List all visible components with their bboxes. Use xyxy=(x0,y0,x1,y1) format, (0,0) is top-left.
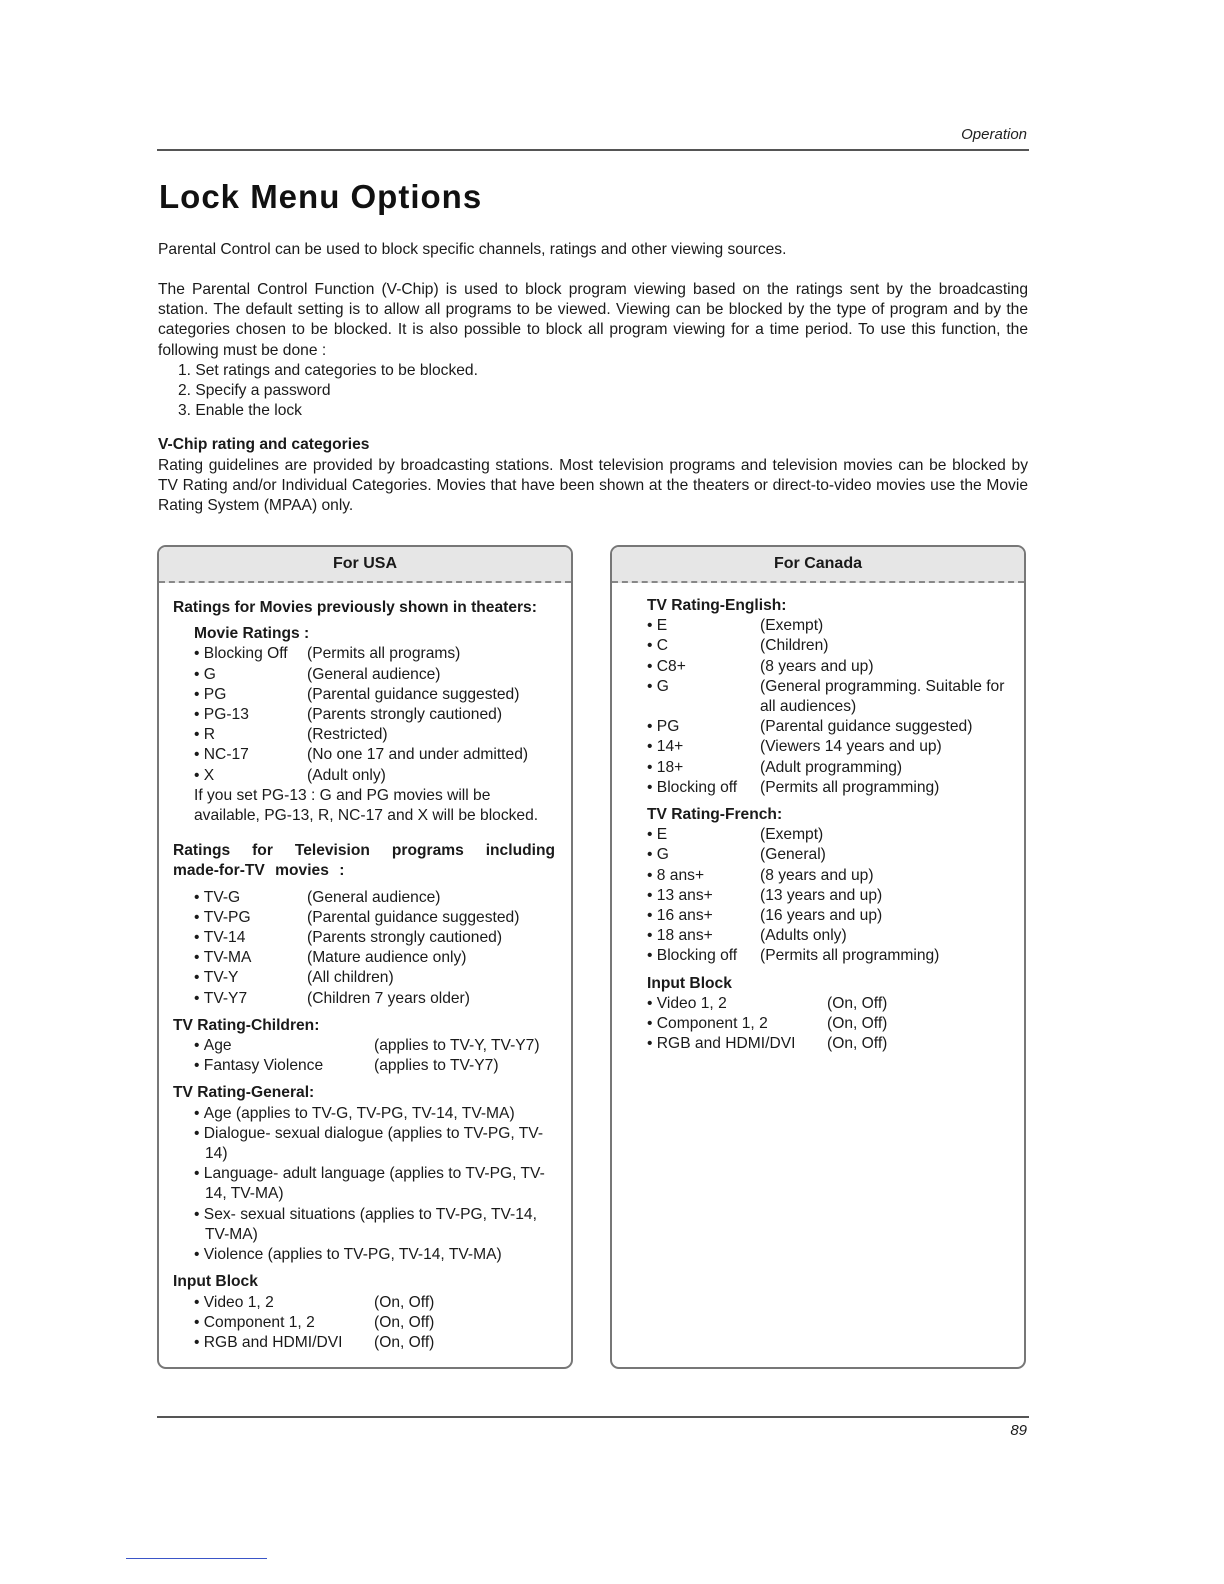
french-heading: TV Rating-French: xyxy=(647,806,783,824)
vchip-guidelines: Rating guidelines are provided by broadcasting stations. Most television programs and television movies can be blocked by TV Rating and/or Individual Categories. Movies that have been shown at the theaters or direct-to-video movies use the Movie Rating System (MPAA) only. xyxy=(158,457,1028,515)
header-rule xyxy=(157,149,1029,151)
french-rating-item-description: (Permits all programming) xyxy=(760,947,940,965)
tv-rating-item-label: • TV-Y7 xyxy=(194,989,307,1009)
french-rating-item xyxy=(647,866,1010,886)
english-rating-item-label: • Blocking off xyxy=(647,778,760,798)
tv-rating-item-label: • TV-14 xyxy=(194,928,307,948)
movie-rating-item-description: (No one 17 and under admitted) xyxy=(307,746,529,764)
step-item: 2. Specify a password xyxy=(178,382,331,400)
english-rating-item xyxy=(647,677,1010,717)
input-item-label: • Component 1, 2 xyxy=(194,1313,374,1333)
general-item: • Sex- sexual situations (applies to TV-PG, TV-14, TV-MA) xyxy=(194,1205,555,1245)
tv-rating-item-description: (Mature audience only) xyxy=(307,949,467,967)
usa-input-heading: Input Block xyxy=(173,1273,258,1291)
input-item xyxy=(194,1293,571,1313)
french-rating-item-label: • 13 ans+ xyxy=(647,886,760,906)
english-rating-item-description: (Permits all programming) xyxy=(760,778,940,796)
tv-heading: Ratings for Television programs including made-for-TV movies : xyxy=(173,842,555,880)
french-rating-item xyxy=(647,906,1010,926)
english-rating-item xyxy=(647,616,1010,636)
input-item xyxy=(647,994,1010,1014)
general-item: • Age (applies to TV-G, TV-PG, TV-14, TV-MA) xyxy=(194,1104,555,1124)
movie-rating-item xyxy=(194,766,571,786)
children-item-label: • Age xyxy=(194,1036,374,1056)
movie-rating-item-description: (Permits all programs) xyxy=(307,645,461,663)
french-rating-item-description: (General) xyxy=(760,846,826,864)
usa-ratings-box xyxy=(157,545,573,1369)
english-rating-item xyxy=(647,636,1010,656)
english-list xyxy=(612,616,1024,798)
english-rating-item xyxy=(647,657,1010,677)
movie-rating-item-label: • PG xyxy=(194,685,307,705)
general-heading: TV Rating-General: xyxy=(173,1084,315,1102)
english-rating-item xyxy=(647,758,1010,778)
french-rating-item-label: • E xyxy=(647,825,760,845)
movie-ratings-section xyxy=(159,624,571,826)
section-label: Operation xyxy=(961,126,1027,143)
footer-rule xyxy=(157,1416,1029,1418)
french-rating-item xyxy=(647,845,1010,865)
french-rating-item-label: • 16 ans+ xyxy=(647,906,760,926)
tv-rating-item-description: (General audience) xyxy=(307,888,441,906)
tv-rating-item xyxy=(194,888,571,908)
general-item: • Dialogue- sexual dialogue (applies to TV-PG, TV-14) xyxy=(194,1124,555,1164)
english-rating-item-description: (Viewers 14 years and up) xyxy=(760,738,942,756)
children-item-description: (applies to TV-Y, TV-Y7) xyxy=(374,1037,540,1055)
french-rating-item xyxy=(647,886,1010,906)
french-rating-item-label: • 8 ans+ xyxy=(647,866,760,886)
vchip-paragraph xyxy=(158,280,1028,421)
tv-rating-item-label: • TV-G xyxy=(194,888,307,908)
movie-rating-item xyxy=(194,665,571,685)
french-rating-item xyxy=(647,825,1010,845)
english-rating-item-description: (General programming. Suitable for all audiences) xyxy=(760,677,1005,716)
movie-rating-item-description: (Parental guidance suggested) xyxy=(307,685,520,703)
english-rating-item-description: (Children) xyxy=(760,637,829,655)
canada-box-body xyxy=(612,596,1024,1054)
canada-ratings-box xyxy=(610,545,1026,1369)
english-rating-item-description: (8 years and up) xyxy=(760,657,874,675)
input-item xyxy=(194,1313,571,1333)
canada-input-heading: Input Block xyxy=(647,974,732,992)
movie-ratings-list xyxy=(194,644,571,785)
input-item-description: (On, Off) xyxy=(827,1035,888,1053)
intro-paragraph: Parental Control can be used to block specific channels, ratings and other viewing sources. xyxy=(158,241,787,258)
input-item xyxy=(647,1014,1010,1034)
english-rating-item-label: • G xyxy=(647,677,760,717)
tv-rating-item-label: • TV-PG xyxy=(194,908,307,928)
step-item: 3. Enable the lock xyxy=(178,402,302,420)
french-rating-item-description: (16 years and up) xyxy=(760,907,883,925)
movie-rating-item-description: (General audience) xyxy=(307,665,441,683)
tv-rating-item xyxy=(194,968,571,988)
general-item: • Language- adult language (applies to TV-PG, TV-14, TV-MA) xyxy=(194,1164,555,1204)
french-list xyxy=(612,825,1024,966)
general-item: • Violence (applies to TV-PG, TV-14, TV-MA) xyxy=(194,1245,555,1265)
movie-rating-item-description: (Restricted) xyxy=(307,726,388,744)
movie-rating-item-label: • NC-17 xyxy=(194,745,307,765)
children-item-description: (applies to TV-Y7) xyxy=(374,1057,499,1075)
english-rating-item xyxy=(647,737,1010,757)
movie-rating-item xyxy=(194,745,571,765)
english-rating-item-description: (Parental guidance suggested) xyxy=(760,718,973,736)
english-heading: TV Rating-English: xyxy=(647,597,787,614)
movie-rating-item-label: • R xyxy=(194,725,307,745)
tv-rating-item-description: (All children) xyxy=(307,969,394,987)
french-rating-item-description: (Exempt) xyxy=(760,826,824,844)
french-rating-item xyxy=(647,946,1010,966)
usa-input-list xyxy=(159,1293,571,1354)
input-item xyxy=(647,1034,1010,1054)
english-rating-item-label: • C xyxy=(647,636,760,656)
english-rating-item-label: • E xyxy=(647,616,760,636)
tv-rating-item-description: (Children 7 years older) xyxy=(307,989,470,1007)
tv-rating-item xyxy=(194,928,571,948)
usa-box-body xyxy=(159,598,571,1353)
input-item-description: (On, Off) xyxy=(827,1015,888,1033)
tv-rating-item-description: (Parental guidance suggested) xyxy=(307,908,520,926)
french-rating-item-label: • G xyxy=(647,845,760,865)
tv-rating-item-label: • TV-MA xyxy=(194,948,307,968)
french-rating-item xyxy=(647,926,1010,946)
tv-rating-item xyxy=(194,908,571,928)
input-item-description: (On, Off) xyxy=(374,1313,435,1331)
english-rating-item-label: • 18+ xyxy=(647,758,760,778)
movie-ratings-label: Movie Ratings : xyxy=(194,625,310,643)
input-item xyxy=(194,1333,571,1353)
tv-ratings-list xyxy=(159,888,571,1009)
movie-rating-item xyxy=(194,685,571,705)
tv-rating-item-description: (Parents strongly cautioned) xyxy=(307,929,503,947)
movie-rating-item-description: (Adult only) xyxy=(307,766,386,784)
vchip-heading: V-Chip rating and categories xyxy=(158,436,370,453)
stray-underline xyxy=(126,1558,267,1559)
input-item-description: (On, Off) xyxy=(827,994,888,1012)
french-rating-item-label: • 18 ans+ xyxy=(647,926,760,946)
movies-heading: Ratings for Movies previously shown in theaters: xyxy=(173,599,537,616)
children-list xyxy=(159,1036,571,1076)
steps-list xyxy=(158,361,1028,422)
movie-rating-item-label: • X xyxy=(194,766,307,786)
general-list xyxy=(159,1104,571,1266)
usa-box-header: For USA xyxy=(159,547,571,583)
english-rating-item xyxy=(647,778,1010,798)
canada-box-header: For Canada xyxy=(612,547,1024,583)
input-item-description: (On, Off) xyxy=(374,1333,435,1351)
input-item-label: • Component 1, 2 xyxy=(647,1014,827,1034)
children-item xyxy=(194,1056,571,1076)
children-item xyxy=(194,1036,571,1056)
input-item-label: • RGB and HDMI/DVI xyxy=(647,1034,827,1054)
french-rating-item-description: (8 years and up) xyxy=(760,866,874,884)
tv-rating-item xyxy=(194,989,571,1009)
movie-rating-item-description: (Parents strongly cautioned) xyxy=(307,706,503,724)
children-item-label: • Fantasy Violence xyxy=(194,1056,374,1076)
input-item-description: (On, Off) xyxy=(374,1293,435,1311)
movie-rating-item-label: • Blocking Off xyxy=(194,644,307,664)
french-rating-item-label: • Blocking off xyxy=(647,946,760,966)
movie-rating-item-label: • PG-13 xyxy=(194,705,307,725)
vchip-text: The Parental Control Function (V-Chip) is used to block program viewing based on the ratings sent by the broadcasting station. The default setting is to allow all programs to be viewed. Viewing can be blocked by the type of program and by the categories chosen to be blocked. It is also possible to block all program viewing for a time period. To use this function, the following must be done : xyxy=(158,281,1028,359)
page-number: 89 xyxy=(1010,1422,1027,1439)
movie-rating-item xyxy=(194,705,571,725)
tv-rating-item-label: • TV-Y xyxy=(194,968,307,988)
english-rating-item-label: • 14+ xyxy=(647,737,760,757)
input-item-label: • Video 1, 2 xyxy=(194,1293,374,1313)
movie-note: If you set PG-13 : G and PG movies will be available, PG-13, R, NC-17 and X will be blocked. xyxy=(194,786,539,825)
french-rating-item-description: (Adults only) xyxy=(760,927,847,945)
input-item-label: • Video 1, 2 xyxy=(647,994,827,1014)
english-rating-item-label: • PG xyxy=(647,717,760,737)
english-rating-item xyxy=(647,717,1010,737)
step-item: 1. Set ratings and categories to be blocked. xyxy=(178,361,478,379)
french-rating-item-description: (13 years and up) xyxy=(760,886,883,904)
children-heading: TV Rating-Children: xyxy=(173,1016,320,1034)
movie-rating-item-label: • G xyxy=(194,665,307,685)
english-rating-item-description: (Adult programming) xyxy=(760,758,903,776)
tv-rating-item xyxy=(194,948,571,968)
canada-input-list xyxy=(612,994,1024,1055)
movie-rating-item xyxy=(194,725,571,745)
english-rating-item-label: • C8+ xyxy=(647,657,760,677)
movie-rating-item xyxy=(194,644,571,664)
input-item-label: • RGB and HDMI/DVI xyxy=(194,1333,374,1353)
english-rating-item-description: (Exempt) xyxy=(760,617,824,635)
page-title: Lock Menu Options xyxy=(159,178,483,215)
